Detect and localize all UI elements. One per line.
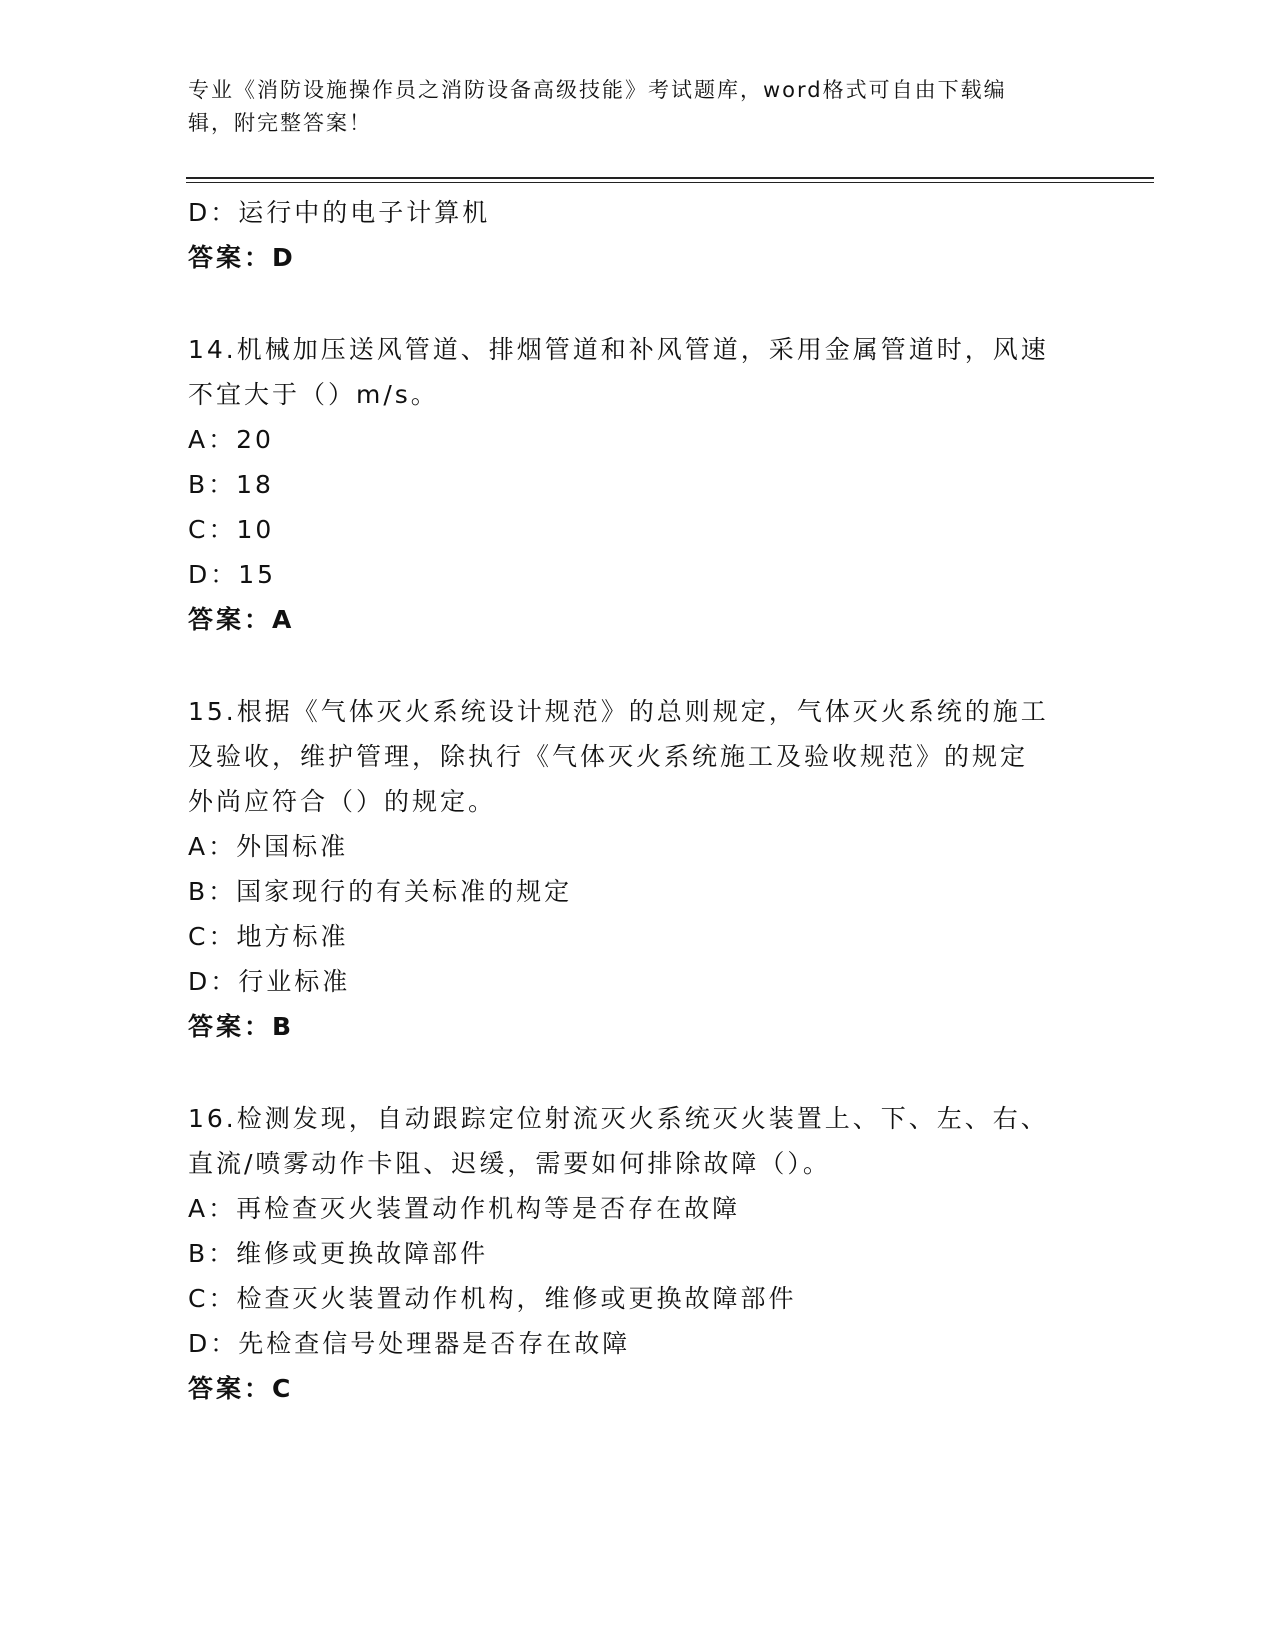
question-text-line: 及验收，维护管理，除执行《气体灭火系统施工及验收规范》的规定 — [188, 742, 1029, 771]
option-d: D：行业标准 — [188, 967, 351, 996]
option-c: C：检查灭火装置动作机构，维修或更换故障部件 — [188, 1284, 797, 1313]
option-c: C：10 — [188, 515, 275, 544]
question-text-line: 不宜大于（）m/s。 — [188, 380, 439, 409]
answer-line: 答案：D — [188, 243, 296, 272]
option-d: D：先检查信号处理器是否存在故障 — [188, 1329, 631, 1358]
question-text-line: 14.机械加压送风管道、排烟管道和补风管道，采用金属管道时，风速 — [188, 335, 1049, 364]
header-line-1: 专业《消防设施操作员之消防设备高级技能》考试题库，word格式可自由下载编 — [188, 78, 1007, 102]
option-a: A：外国标准 — [188, 832, 349, 861]
document-header — [188, 74, 1078, 140]
option-c: C：地方标准 — [188, 922, 349, 951]
option-d: D：15 — [188, 560, 277, 589]
document-content — [188, 190, 1088, 1411]
question-16 — [188, 1096, 1088, 1411]
question-15 — [188, 689, 1088, 1049]
answer-line: 答案：C — [188, 1374, 294, 1403]
option-a: A：再检查灭火装置动作机构等是否存在故障 — [188, 1194, 741, 1223]
answer-line: 答案：B — [188, 1012, 295, 1041]
prev-question-tail — [188, 190, 1088, 280]
header-rule-thick — [186, 177, 1154, 179]
answer-line: 答案：A — [188, 605, 295, 634]
question-text-line: 直流/喷雾动作卡阻、迟缓，需要如何排除故障（）。 — [188, 1149, 831, 1178]
question-text-line: 15.根据《气体灭火系统设计规范》的总则规定，气体灭火系统的施工 — [188, 697, 1049, 726]
question-text-line: 16.检测发现，自动跟踪定位射流灭火系统灭火装置上、下、左、右、 — [188, 1104, 1049, 1133]
option-a: A：20 — [188, 425, 274, 454]
option-d: D：运行中的电子计算机 — [188, 198, 491, 227]
option-b: B：国家现行的有关标准的规定 — [188, 877, 573, 906]
question-text-line: 外尚应符合（）的规定。 — [188, 787, 497, 816]
option-b: B：维修或更换故障部件 — [188, 1239, 489, 1268]
question-14 — [188, 327, 1088, 642]
header-line-2: 辑，附完整答案！ — [188, 111, 372, 135]
header-rule-thin — [186, 182, 1154, 183]
option-b: B：18 — [188, 470, 274, 499]
